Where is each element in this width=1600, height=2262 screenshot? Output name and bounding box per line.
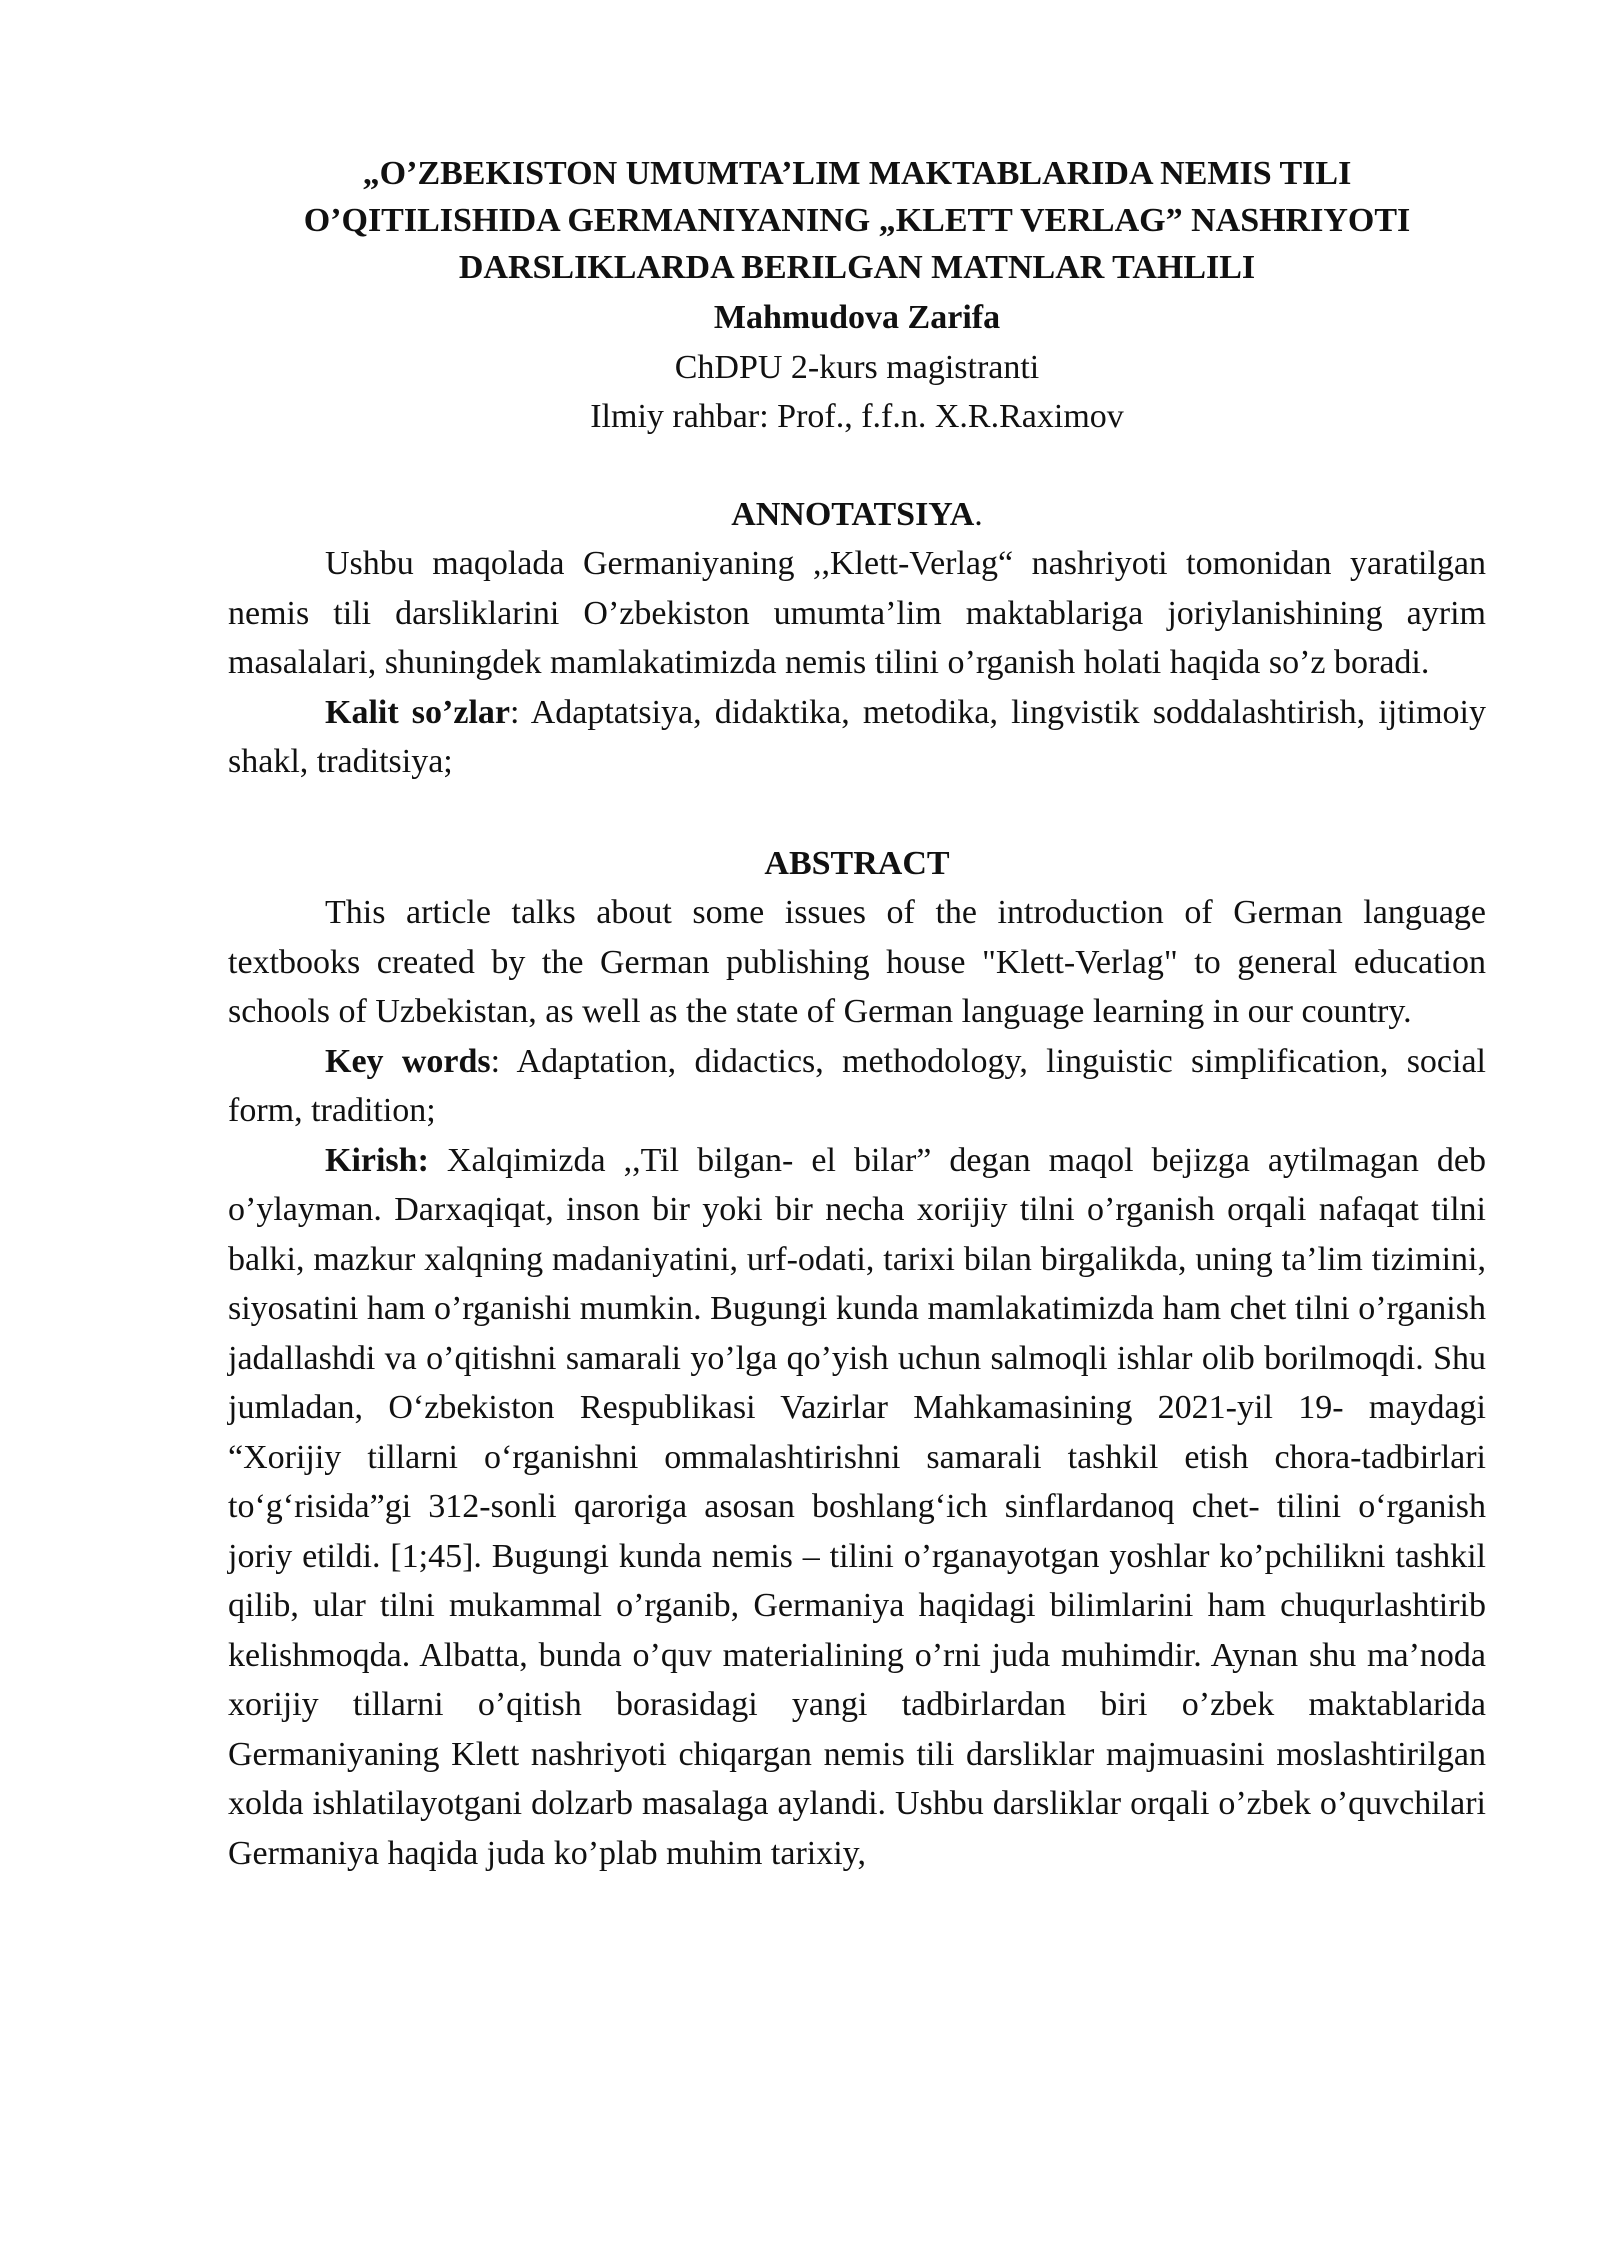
annotation-keywords-text: : Adaptatsiya, didaktika, metodika, lingvistik soddalashtirish, ijtimoiy shakl, traditsiya; <box>228 693 1487 780</box>
supervisor-line: Ilmiy rahbar: Prof., f.f.n. X.R.Raximov <box>590 398 1124 435</box>
article-title <box>228 150 1486 291</box>
title-line-1: „O’ZBEKISTON UMUMTA’LIM MAKTABLARIDA NEMIS TILI <box>362 155 1352 192</box>
annotation-keywords <box>228 688 1486 787</box>
annotation-heading-text: ANNOTATSIYA <box>731 495 975 533</box>
author-name: Mahmudova Zarifa <box>713 299 1001 336</box>
introduction-paragraph <box>228 1136 1486 1879</box>
annotation-heading <box>228 490 1486 540</box>
abstract-paragraph: This article talks about some issues of the introduction of German language textbooks created by the German publishing house "Klett-Verlag" to general education schools of Uzbekistan, as well as the state of German language learning in our country. <box>228 894 1486 1030</box>
title-line-3: DARSLIKLARDA BERILGAN MATNLAR TAHLILI <box>458 249 1256 286</box>
author-affiliation: ChDPU 2-kurs magistranti <box>674 348 1040 386</box>
annotation-keywords-label: Kalit so’zlar <box>325 693 510 731</box>
abstract-keywords <box>228 1037 1486 1136</box>
introduction-label: Kirish: <box>325 1141 429 1179</box>
abstract-keywords-text: : Adaptation, didactics, methodology, linguistic simplification, social form, tradition; <box>228 1042 1486 1129</box>
annotation-paragraph: Ushbu maqolada Germaniyaning ,,Klett-Verlag“ nashriyoti tomonidan yaratilgan nemis tili darsliklarini O’zbekiston umumta’lim maktablariga joriylanishining ayrim masalalari, shuningdek mamlakatimizda nemis tilini o’rganish holati haqida so’z boradi. <box>228 545 1486 681</box>
abstract-keywords-label: Key words <box>325 1042 491 1080</box>
annotation-heading-dot: . <box>974 495 983 533</box>
document-page <box>228 150 1486 1878</box>
abstract-heading: ABSTRACT <box>764 844 950 882</box>
introduction-text: Xalqimizda ,,Til bilgan- el bilar” degan maqol bejizga aytilmagan deb o’ylayman. Darxaqiqat, inson bir yoki bir necha xorijiy tilni o’rganish orqali nafaqat tilni balki, mazkur xalqning madaniyatini, urf-odati, tarixi bilan birgalikda, uning ta’lim tizimini, siyosatini ham o’rganishi mumkin. Bugungi kunda mamlakatimizda ham chet tilni o’rganish jadallashdi va o’qitishni samarali yo’lga qo’yish uchun salmoqli ishlar olib borilmoqdi. Shu jumladan, O‘zbekiston Respublikasi Vazirlar Mahkamasining 2021-yil 19- maydagi “Xorijiy tillarni o‘rganishni ommalashtirishni samarali tashkil etish chora-tadbirlari to‘g‘risida”gi 312-sonli qaroriga asosan boshlang‘ich sinflardanoq chet- tilini o‘rganish joriy etildi. [1;45]. Bugungi kunda nemis – tilini o’rganayotgan yoshlar ko’pchilikni tashkil qilib, ular tilni mukammal o’rganib, Germaniya haqidagi bilimlarini ham chuqurlashtirib kelishmoqda. Albatta, bunda o’quv materialining o’rni juda muhimdir. Aynan shu ma’noda xorijiy tillarni o’qitish borasidagi yangi tadbirlardan biri o’zbek maktablarida Germaniyaning Klett nashriyoti chiqargan nemis tili darsliklar majmuasini moslashtirilgan xolda ishlatilayotgani dolzarb masalaga aylandi. Ushbu darsliklar orqali o’zbek o’quvchilari Germaniya haqida juda ko’plab muhim tarixiy, <box>228 1141 1486 1872</box>
title-line-2: O’QITILISHIDA GERMANIYANING „KLETT VERLAG” NASHRIYOTI <box>303 202 1411 239</box>
